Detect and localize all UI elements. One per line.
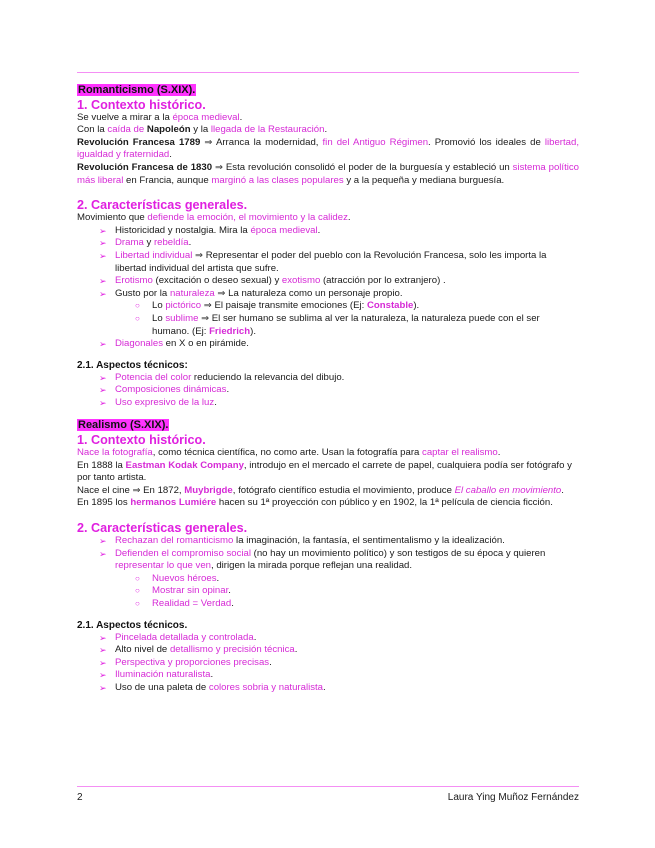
- arrow-bullet-icon: ➢: [99, 238, 107, 249]
- arrow-bullet-icon: ➢: [99, 682, 107, 693]
- romanticismo-tecnicos-heading: 2.1. Aspectos técnicos:: [77, 359, 188, 371]
- paragraph: En 1895 los hermanos Lumiére hacen su 1ª proyección con público y en 1902, la 1ª película de ciencia ficción.: [77, 497, 553, 509]
- list-item: ○ Mostrar sin opinar.: [135, 585, 231, 597]
- paragraph: Nace la fotografía, como técnica científica, no como arte. Usan la fotografía para captar el realismo.: [77, 447, 501, 459]
- list-item: ➢ Pincelada detallada y controlada.: [99, 631, 257, 643]
- arrow-bullet-icon: ➢: [99, 670, 107, 681]
- arrow-bullet-icon: ➢: [99, 385, 107, 396]
- list-item: ○ Realidad = Verdad.: [135, 598, 234, 609]
- paragraph: En 1888 la Eastman Kodak Company, introdujo en el mercado el carrete de papel, cualquiera podía ser fotógrafo y por tanto artista.: [77, 459, 572, 484]
- list-item: ➢ Libertad individual ⇒ Representar el poder del pueblo con la Revolución Francesa, solo les importa la libertad individual del artista que sufre.: [99, 249, 547, 274]
- page-number: 2: [77, 792, 83, 803]
- romanticismo-section: [77, 84, 579, 409]
- arrow-bullet-icon: ➢: [99, 372, 107, 383]
- circle-bullet-icon: ○: [135, 573, 140, 583]
- arrow-bullet-icon: ➢: [99, 288, 107, 299]
- footer-author: Laura Ying Muñoz Fernández: [447, 792, 579, 803]
- list-item: ➢ Historicidad y nostalgia. Mira la época medieval.: [99, 224, 321, 236]
- paragraph: Con la caída de Napoleón y la llegada de la Restauración.: [77, 124, 328, 136]
- list-item: ➢ Alto nivel de detallismo y precisión técnica.: [99, 644, 298, 656]
- list-item: ➢ Rechazan del romanticismo la imaginación, la fantasía, el sentimentalismo y la idealización.: [99, 535, 505, 547]
- arrow-bullet-icon: ➢: [99, 225, 107, 236]
- romanticismo-title: Romanticismo (S.XIX).: [78, 84, 196, 96]
- list-item: ➢ Defienden el compromiso social (no hay un movimiento político) y son testigos de su época y quieren representar lo que ven, dirigen la mirada porque reflejan una realidad.: [99, 547, 546, 572]
- arrow-bullet-icon: ➢: [99, 397, 107, 408]
- list-item: ➢ Potencia del color reduciendo la relevancia del dibujo.: [99, 371, 345, 383]
- circle-bullet-icon: ○: [135, 301, 140, 311]
- arrow-bullet-icon: ➢: [99, 276, 107, 287]
- list-item: ➢ Uso expresivo de la luz.: [99, 396, 217, 408]
- realismo-title: Realismo (S.XIX).: [78, 419, 169, 432]
- paragraph: Movimiento que defiende la emoción, el movimiento y la calidez.: [77, 212, 351, 224]
- list-item: ➢ Uso de una paleta de colores sobria y naturalista.: [99, 681, 326, 693]
- list-item: ➢ Iluminación naturalista.: [99, 669, 214, 681]
- paragraph: Revolución Francesa 1789 ⇒ Arranca la modernidad, fin del Antiguo Régimen. Promovió los ideales de libertad, igualdad y fraternidad.: [77, 136, 579, 161]
- paragraph: Se vuelve a mirar a la época medieval.: [77, 111, 243, 123]
- footer-rule: [77, 786, 579, 787]
- header-rule: [77, 72, 579, 73]
- arrow-bullet-icon: ➢: [99, 657, 107, 668]
- arrow-bullet-icon: ➢: [99, 536, 107, 547]
- romanticismo-contexto-heading: 1. Contexto histórico.: [77, 97, 206, 112]
- realismo-tecnicos-heading: 2.1. Aspectos técnicos.: [77, 619, 188, 631]
- paragraph: Nace el cine ⇒ En 1872, Muybrigde, fotógrafo científico estudia el movimiento, produce El caballo en movimiento.: [77, 484, 564, 496]
- romanticismo-caracteristicas-heading: 2. Características generales.: [77, 198, 248, 213]
- arrow-bullet-icon: ➢: [99, 632, 107, 643]
- paragraph: Revolución Francesa de 1830 ⇒ Esta revolución consolidó el poder de la burguesía y estableció un sistema político más liberal en Francia, aunque marginó a las clases populares y a la pequeña y mediana burguesía.: [77, 161, 579, 186]
- arrow-bullet-icon: ➢: [99, 645, 107, 656]
- document-body: [77, 84, 579, 695]
- circle-bullet-icon: ○: [135, 599, 140, 608]
- circle-bullet-icon: ○: [135, 586, 140, 596]
- list-item: ➢ Drama y rebeldía.: [99, 237, 192, 249]
- arrow-bullet-icon: ➢: [99, 548, 107, 559]
- realismo-caracteristicas-heading: 2. Características generales.: [77, 521, 248, 536]
- list-item: ➢ Gusto por la naturaleza ⇒ La naturaleza como un personaje propio.: [99, 287, 403, 299]
- realismo-contexto-heading: 1. Contexto histórico.: [77, 433, 206, 448]
- list-item: ➢ Diagonales en X o en pirámide.: [99, 338, 249, 350]
- list-item: ○ Lo sublime ⇒ El ser humano se sublima al ver la naturaleza, la naturaleza puede con el ser humano. (Ej: Friedrich).: [135, 312, 540, 337]
- realismo-section: [77, 419, 579, 694]
- list-item: ➢ Erotismo (excitación o deseo sexual) y exotismo (atracción por lo extranjero) .: [99, 275, 446, 287]
- list-item: ○ Lo pictórico ⇒ El paisaje transmite emociones (Ej: Constable).: [135, 300, 420, 312]
- arrow-bullet-icon: ➢: [99, 339, 107, 350]
- list-item: ➢ Perspectiva y proporciones precisas.: [99, 656, 272, 668]
- arrow-bullet-icon: ➢: [99, 250, 107, 261]
- list-item: ➢ Composiciones dinámicas.: [99, 384, 230, 396]
- circle-bullet-icon: ○: [135, 313, 140, 323]
- list-item: ○ Nuevos héroes.: [135, 572, 220, 584]
